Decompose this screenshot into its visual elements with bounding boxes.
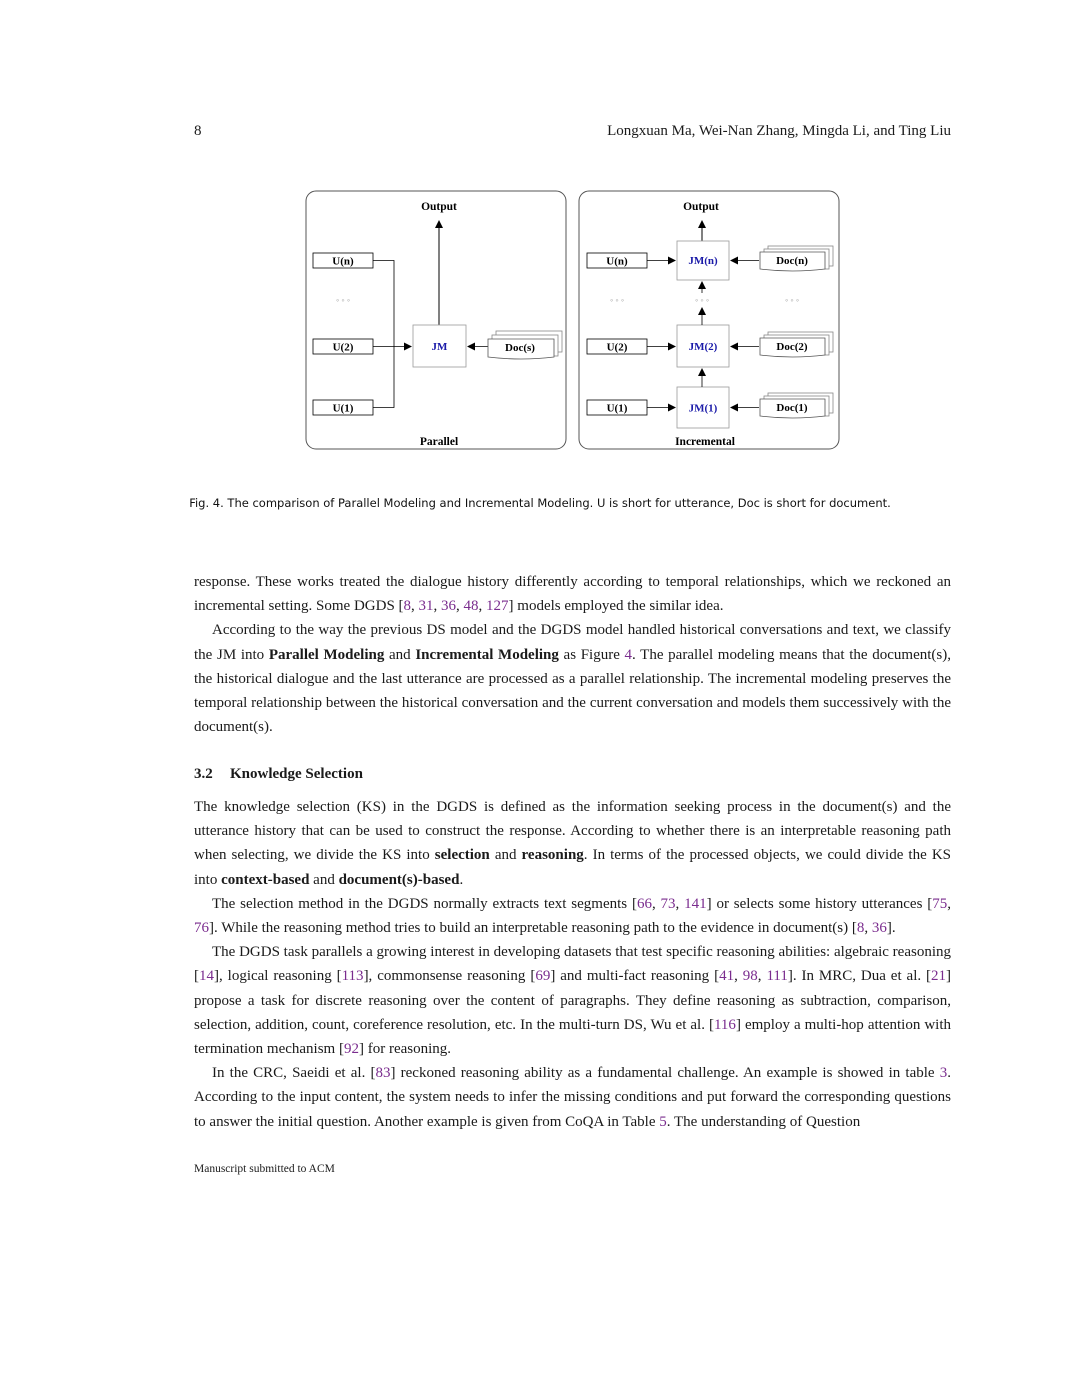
parallel-ellipsis: ◦ ◦ ◦	[335, 295, 351, 305]
paragraph-6: In the CRC, Saeidi et al. [83] reckoned reasoning ability as a fundamental challenge. An example is showed in table 3. According to the input content, the system needs to infer the missing conditions and put forward the corresponding questions to answer the initial question. Another example is given from CoQA in Table 5. The understanding of Question	[194, 1065, 951, 1130]
section-heading	[194, 766, 363, 783]
incremental-u-1-label: U(1)	[606, 402, 628, 415]
body-text-lower	[194, 795, 951, 1134]
page-number: 8	[194, 123, 202, 139]
incremental-doc-ellipsis: ◦ ◦ ◦	[784, 295, 800, 305]
citation-link[interactable]: 98	[742, 968, 758, 985]
incremental-u-n-label: U(n)	[606, 255, 628, 268]
citation-link[interactable]: 31	[418, 598, 434, 615]
incremental-u-ellipsis: ◦ ◦ ◦	[609, 295, 625, 305]
citation-link[interactable]: 21	[931, 968, 947, 985]
figure-4-diagram	[300, 185, 845, 457]
incremental-doc-2-label: Doc(2)	[776, 341, 808, 353]
citation-link[interactable]: 8	[856, 920, 865, 937]
running-header-authors: Longxuan Ma, Wei-Nan Zhang, Mingda Li, and Ting Liu	[607, 123, 951, 139]
paragraph-1: response. These works treated the dialogue history differently according to temporal relationships, which we reckoned an incremental setting. Some DGDS [8, 31, 36, 48, 127] models employed the similar idea.	[194, 574, 951, 615]
incremental-doc-n-label: Doc(n)	[776, 255, 808, 267]
citation-link[interactable]: 73	[660, 895, 676, 912]
citation-link[interactable]: 92	[343, 1041, 359, 1058]
citation-link[interactable]: 141	[684, 895, 707, 912]
parallel-jm-label: JM	[431, 341, 448, 353]
incremental-u-2-label: U(2)	[606, 341, 628, 354]
citation-link[interactable]: 8	[403, 598, 412, 615]
citation-link[interactable]: 76	[194, 920, 209, 937]
section-number: 3.2	[194, 766, 213, 782]
incremental-jm-2-label: JM(2)	[688, 341, 718, 353]
figure-reference-link[interactable]: 4	[624, 646, 633, 663]
manuscript-footer: Manuscript submitted to ACM	[194, 1163, 335, 1175]
parallel-u-n-label: U(n)	[332, 255, 354, 268]
paragraph-2: According to the way the previous DS model and the DGDS model handled historical conversations and text, we classify the JM into Parallel Modeling and Incremental Modeling as Figure 4. The parallel modeling means that the document(s), the historical dialogue and the last utterance are processed as a parallel relationship. The incremental modeling preserves the temporal relationship between the historical conversation and the current conversation and models them successively with the document(s).	[194, 622, 951, 736]
incremental-jm-n-label: JM(n)	[688, 255, 718, 267]
parallel-u-1-label: U(1)	[332, 402, 354, 415]
citation-link[interactable]: 48	[463, 598, 479, 615]
section-title: Knowledge Selection	[230, 766, 363, 782]
paragraph-4: The selection method in the DGDS normally extracts text segments [66, 73, 141] or selects some history utterances [75, 76]. While the reasoning method tries to build an interpretable reasoning path to the evidence in document(s) [8, 36].	[194, 895, 951, 937]
citation-link[interactable]: 75	[932, 895, 948, 912]
table-reference-link[interactable]: 5	[659, 1113, 667, 1130]
citation-link[interactable]: 36	[871, 920, 887, 937]
body-text-upper	[194, 570, 951, 739]
incremental-jm-ellipsis: ◦ ◦ ◦	[694, 295, 710, 305]
citation-link[interactable]: 66	[636, 895, 652, 912]
paragraph-3: The knowledge selection (KS) in the DGDS is defined as the information seeking process in the document(s) and the utterance history that can be used to construct the response. According to whether there is an interpretable reasoning path when selecting, we divide the KS into selection and reasoning. In terms of the processed objects, we could divide the KS into context-based and document(s)-based.	[194, 799, 951, 888]
table-reference-link[interactable]: 3	[939, 1065, 948, 1082]
figure-caption: Fig. 4. The comparison of Parallel Modeling and Incremental Modeling. U is short for utterance, Doc is short for document.	[189, 496, 891, 510]
paragraph-5: The DGDS task parallels a growing interest in developing datasets that test specific reasoning abilities: algebraic reasoning [14], logical reasoning [113], commonsense reasoning [69] and multi-fact reasoning [41, 98, 111]. In MRC, Dua et al. [21] propose a task for discrete reasoning over the content of paragraphs. They define reasoning as subtraction, comparison, selection, addition, count, coreference resolution, etc. In the multi-turn DS, Wu et al. [116] employ a multi-hop attention with termination mechanism [92] for reasoning.	[194, 944, 952, 1058]
incremental-jm-1-label: JM(1)	[688, 402, 718, 415]
citation-link[interactable]: 111	[766, 968, 788, 985]
citation-link[interactable]: 83	[375, 1065, 391, 1082]
citation-link[interactable]: 36	[441, 598, 457, 615]
citation-link[interactable]: 127	[486, 598, 509, 615]
citation-link[interactable]: 116	[713, 1016, 736, 1033]
incremental-output-label: Output	[683, 201, 719, 213]
incremental-panel-label: Incremental	[675, 436, 735, 448]
parallel-u-2-label: U(2)	[332, 341, 354, 354]
citation-link[interactable]: 113	[341, 968, 364, 985]
incremental-doc-1-label: Doc(1)	[776, 402, 808, 414]
citation-link[interactable]: 14	[199, 968, 214, 985]
parallel-doc-label: Doc(s)	[505, 342, 535, 354]
parallel-panel-label: Parallel	[419, 436, 459, 448]
citation-link[interactable]: 41	[719, 968, 735, 985]
citation-link[interactable]: 69	[535, 968, 551, 985]
parallel-output-label: Output	[421, 201, 457, 213]
